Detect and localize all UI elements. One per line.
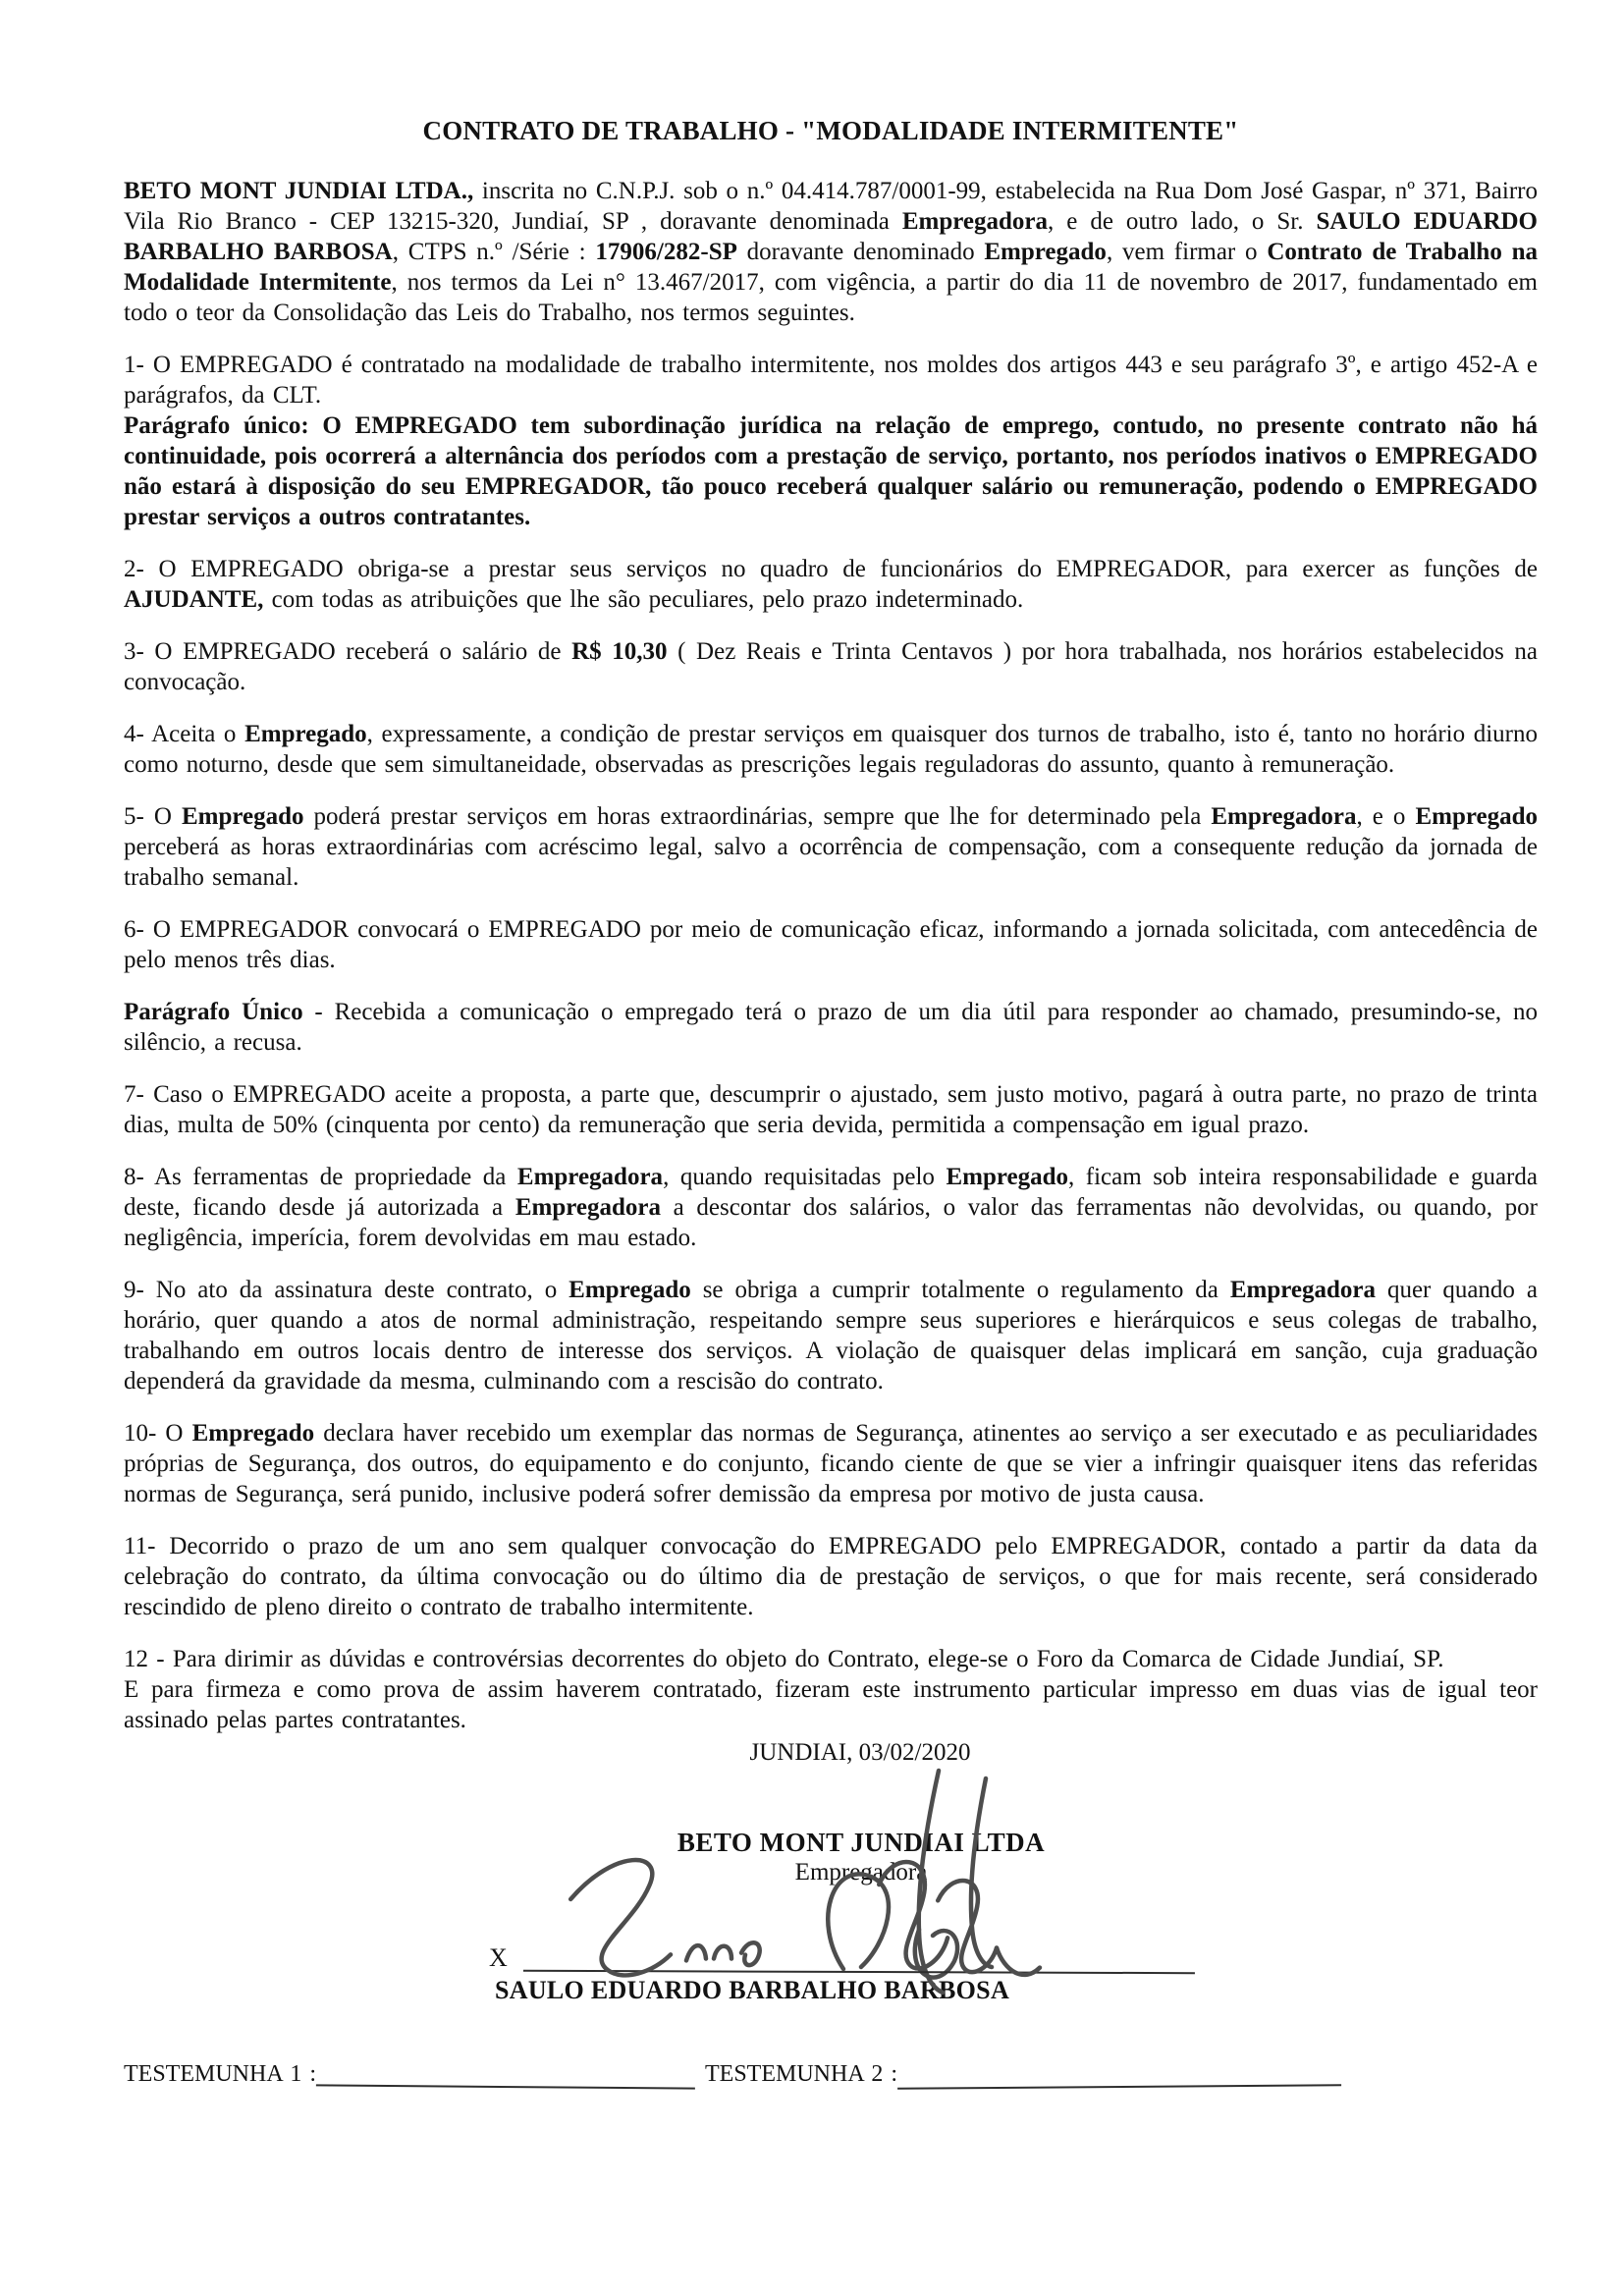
witness-1-label: TESTEMUNHA 1 : (124, 2061, 316, 2087)
witness-1-line (316, 2058, 695, 2089)
clause-6-paragrafo-unico: Parágrafo Único - Recebida a comunicação o empregado terá o prazo de um dia útil para responder ao chamado, presumindo-se, no silêncio, a recusa. (124, 999, 1538, 1056)
clause-6: 6- O EMPREGADOR convocará o EMPREGADO por meio de comunicação eficaz, informando a jornada solicitada, com antecedência de pelo menos três dias. (124, 916, 1538, 973)
employee-signature-row (489, 1940, 1538, 1973)
signature-date-line: JUNDIAI, 03/02/2020 (749, 1739, 971, 1766)
witness-2-label: TESTEMUNHA 2 : (705, 2061, 897, 2087)
witness-row (124, 2060, 1538, 2088)
clause-5: 5- O Empregado poderá prestar serviços em horas extraordinárias, sempre que lhe for determinado pela Empregadora, e o Empregado perceberá as horas extraordinárias com acréscimo legal, salvo a ocorrência de compensação, com a consequente redução da jornada de trabalho semanal. (124, 803, 1538, 891)
clause-2: 2- O EMPREGADO obriga-se a prestar seus serviços no quadro de funcionários do EMPREGADOR, para exercer as funções de AJUDANTE, com todas as atribuições que lhe são peculiares, pelo prazo indeterminado. (124, 556, 1538, 613)
signature-x-label: X (489, 1943, 508, 1972)
closing-paragraph: E para firmeza e como prova de assim haverem contratado, fizeram este instrumento particular impresso em duas vias de igual teor assinado pelas partes contratantes. (124, 1676, 1538, 1733)
clause-4: 4- Aceita o Empregado, expressamente, a condição de prestar serviços em quaisquer dos turnos de trabalho, isto é, tanto no horário diurno como noturno, desde que sem simultaneidade, observadas as prescrições legais reguladoras do assunto, quanto à remuneração. (124, 721, 1538, 778)
intro-paragraph: BETO MONT JUNDIAI LTDA., inscrita no C.N.P.J. sob o n.º 04.414.787/0001-99, estabelecida na Rua Dom José Gaspar, nº 371, Bairro Vila Rio Branco - CEP 13215-320, Jundiaí, SP , doravante denominada Empregadora, e de outro lado, o Sr. SAULO EDUARDO BARBALHO BARBOSA, CTPS n.º /Série : 17906/282-SP doravante denominado Empregado, vem firmar o Contrato de Trabalho na Modalidade Intermitente, nos termos da Lei n° 13.467/2017, com vigência, a partir do dia 11 de novembro de 2017, fundamentado em todo o teor da Consolidação das Leis do Trabalho, nos termos seguintes. (124, 178, 1539, 326)
employee-signature-line (523, 1939, 1195, 1974)
clause-3: 3- O EMPREGADO receberá o salário de R$ 10,30 ( Dez Reais e Trinta Centavos ) por hora trabalhada, nos horários estabelecidos na convocação. (124, 638, 1539, 695)
clause-10: 10- O Empregado declara haver recebido um exemplar das normas de Segurança, atinentes ao serviço a ser executado e as peculiaridades próprias de Segurança, dos outros, do equipamento e do conjunto, ficando ciente de que se vier a infringir quaisquer itens das referidas normas de Segurança, será punido, inclusive poderá sofrer demissão da empresa por motivo de justa causa. (124, 1420, 1538, 1507)
employer-signature-name: BETO MONT JUNDIAI LTDA (677, 1828, 1046, 1857)
clause-8: 8- As ferramentas de propriedade da Empregadora, quando requisitadas pelo Empregado, ficam sob inteira responsabilidade e guarda deste, ficando desde já autorizada a Empregadora a descontar dos salários, o valor das ferramentas não devolvidas, ou quando, por negligência, imperícia, forem devolvidas em mau estado. (124, 1164, 1538, 1251)
employer-signature-role: Empregadora (794, 1859, 928, 1886)
clause-12: 12 - Para dirimir as dúvidas e controvérsias decorrentes do objeto do Contrato, elege-se o Foro da Comarca de Cidade Jundiaí, SP. (124, 1646, 1444, 1672)
employee-signature-name: SAULO EDUARDO BARBALHO BARBOSA (495, 1976, 1010, 2004)
clause-7: 7- Caso o EMPREGADO aceite a proposta, a parte que, descumprir o ajustado, sem justo motivo, pagará à outra parte, no prazo de trinta dias, multa de 50% (cinquenta por cento) da remuneração que seria devida, permitida a compensação em igual prazo. (124, 1081, 1538, 1138)
clause-1-paragrafo-unico: Parágrafo único: O EMPREGADO tem subordinação jurídica na relação de emprego, contudo, no presente contrato não há continuidade, pois ocorrerá a alternância dos períodos com a prestação de serviço, portanto, nos períodos inativos o EMPREGADO não estará à disposição do seu EMPREGADOR, tão pouco receberá qualquer salário ou remuneração, podendo o EMPREGADO prestar serviços a outros contratantes. (124, 412, 1538, 530)
clause-9: 9- No ato da assinatura deste contrato, o Empregado se obriga a cumprir totalmente o regulamento da Empregadora quer quando a horário, quer quando a atos de normal administração, respeitando sempre seus superiores e hierárquicos e seus colegas de trabalho, trabalhando em outros locais dentro de interesse dos serviços. A violação de quaisquer delas implicará em sanção, cuja graduação dependerá da gravidade da mesma, culminando com a rescisão do contrato. (124, 1277, 1538, 1394)
employee-signature-scribble-icon (549, 1842, 1100, 1992)
clause-11: 11- Decorrido o prazo de um ano sem qualquer convocação do EMPREGADO pelo EMPREGADOR, contado a partir da data da celebração do contrato, da última convocação ou do último dia de prestação de serviços, o que for mais recente, será considerado rescindido de pleno direito o contrato de trabalho intermitente. (124, 1533, 1538, 1620)
contract-title: CONTRATO DE TRABALHO - "MODALIDADE INTERMITENTE" (422, 116, 1239, 145)
witness-2-line (897, 2058, 1341, 2090)
clause-1: 1- O EMPREGADO é contratado na modalidade de trabalho intermitente, nos moldes dos artigos 443 e seu parágrafo 3º, e artigo 452-A e parágrafos, da CLT. (124, 352, 1538, 409)
